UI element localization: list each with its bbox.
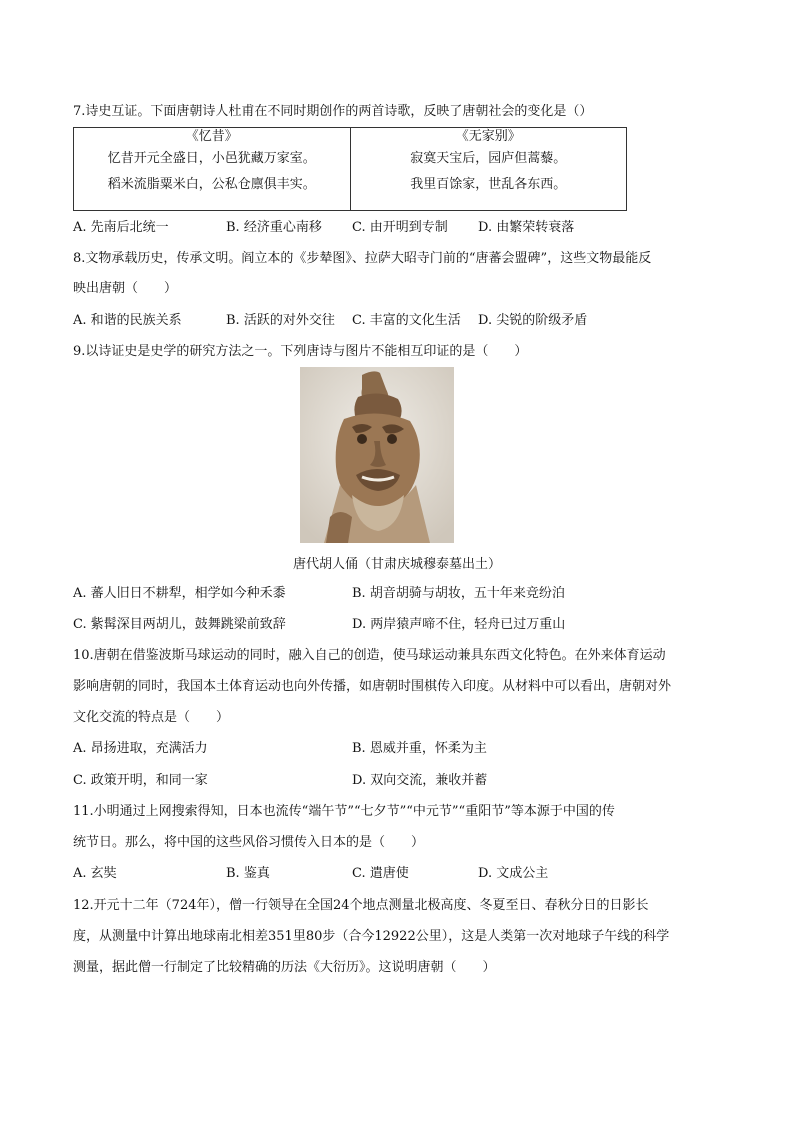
q8-option-c: C. 丰富的文化生活 bbox=[352, 313, 461, 328]
poem-right-line2: 我里百馀家，世乱各东西。 bbox=[410, 177, 567, 192]
q10-option-a: A. 昂扬进取，充满活力 bbox=[73, 741, 208, 756]
poem-left-line2: 稻米流脂粟米白，公私仓廪俱丰实。 bbox=[107, 177, 316, 192]
q12-stem-line2: 度，从测量中计算出地球南北相差351里80步（合今12922公里），这是人类第一次对地球子午线的科学 bbox=[73, 929, 670, 944]
q9-option-b: B. 胡音胡骑与胡妆，五十年来竞纷泊 bbox=[352, 586, 565, 601]
q12-stem-line1: 12.开元十二年（724年），僧一行领导在全国24个地点测量北极高度、冬夏至日、春秋分日的日影长 bbox=[73, 898, 649, 913]
q8-option-d: D. 尖锐的阶级矛盾 bbox=[478, 313, 588, 328]
q9-option-c: C. 紫髯深目两胡儿，鼓舞跳梁前致辞 bbox=[73, 617, 286, 632]
poem-right-title: 《无家别》 bbox=[455, 129, 521, 144]
q8-stem-line1: 8.文物承载历史，传承文明。阎立本的《步辇图》、拉萨大昭寺门前的“唐蕃会盟碑”，这些文物最能反 bbox=[73, 251, 652, 266]
poem-left-title: 《忆昔》 bbox=[185, 129, 238, 144]
q7-option-a: A. 先南后北统一 bbox=[73, 220, 169, 235]
q12-stem-line3: 测量，据此僧一行制定了比较精确的历法《大衍历》。这说明唐朝（ ） bbox=[73, 960, 496, 975]
q11-option-d: D. 文成公主 bbox=[478, 866, 549, 881]
q8-option-b: B. 活跃的对外交往 bbox=[226, 313, 335, 328]
q10-stem-line1: 10.唐朝在借鉴波斯马球运动的同时，融入自己的创造，使马球运动兼具东西文化特色。在外来体育运动 bbox=[73, 648, 666, 663]
figure-caption: 唐代胡人俑（甘肃庆城穆泰墓出土） bbox=[292, 557, 501, 572]
q11-option-b: B. 鉴真 bbox=[226, 866, 270, 881]
poem-right bbox=[350, 128, 627, 211]
poem-left bbox=[74, 128, 351, 211]
poem-right-line1: 寂寞天宝后，园庐但蒿藜。 bbox=[410, 151, 567, 166]
q8-stem-line2: 映出唐朝（ ） bbox=[73, 281, 178, 296]
poem-table bbox=[73, 127, 627, 211]
q8-option-a: A. 和谐的民族关系 bbox=[73, 313, 182, 328]
q7-option-b: B. 经济重心南移 bbox=[226, 220, 322, 235]
q7-stem: 7.诗史互证。下面唐朝诗人杜甫在不同时期创作的两首诗歌，反映了唐朝社会的变化是（） bbox=[73, 104, 593, 119]
q9-option-a: A. 蕃人旧日不耕犁，相学如今种禾黍 bbox=[73, 586, 286, 601]
q7-option-c: C. 由开明到专制 bbox=[352, 220, 448, 235]
q10-stem-line3: 文化交流的特点是（ ） bbox=[73, 710, 230, 725]
q11-option-c: C. 遣唐使 bbox=[352, 866, 409, 881]
q9-stem: 9.以诗证史是史学的研究方法之一。下列唐诗与图片不能相互印证的是（ ） bbox=[73, 344, 528, 359]
q10-option-c: C. 政策开明，和同一家 bbox=[73, 773, 208, 788]
q7-option-d: D. 由繁荣转衰落 bbox=[478, 220, 575, 235]
q10-stem-line2: 影响唐朝的同时，我国本土体育运动也向外传播，如唐朝时围棋传入印度。从材料中可以看出，唐朝对外 bbox=[73, 679, 672, 694]
poem-left-line1: 忆昔开元全盛日，小邑犹藏万家室。 bbox=[107, 151, 316, 166]
q11-stem-line2: 统节日。那么，将中国的这些风俗习惯传入日本的是（ ） bbox=[73, 835, 425, 850]
q11-option-a: A. 玄奘 bbox=[73, 866, 117, 881]
q9-option-d: D. 两岸猿声啼不住，轻舟已过万重山 bbox=[352, 617, 566, 632]
q10-option-b: B. 恩威并重，怀柔为主 bbox=[352, 741, 487, 756]
q11-stem-line1: 11.小明通过上网搜索得知，日本也流传“端午节”“七夕节”“中元节”“重阳节”等本源于中国的传 bbox=[73, 804, 615, 819]
hu-figurine-photo bbox=[300, 367, 454, 543]
q10-option-d: D. 双向交流，兼收并蓄 bbox=[352, 773, 488, 788]
